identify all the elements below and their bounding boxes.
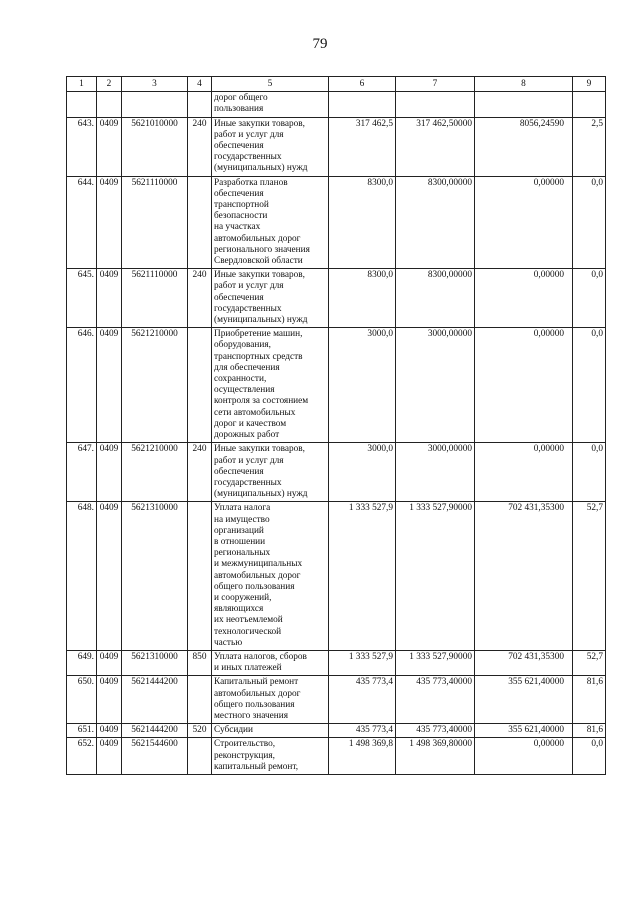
- section-code: 0409: [97, 502, 122, 651]
- column-header: 7: [396, 77, 475, 92]
- approved-amount: 3000,0: [329, 443, 396, 502]
- section-code: 0409: [97, 676, 122, 724]
- execution-percent: 0,0: [573, 176, 606, 269]
- expense-type-code: [188, 676, 212, 724]
- executed-amount: 355 621,40000: [475, 724, 573, 738]
- target-article-code: 5621110000: [122, 269, 188, 328]
- page-number: 79: [312, 36, 328, 52]
- budget-amount: 3000,00000: [396, 443, 475, 502]
- item-name: Субсидии: [212, 724, 329, 738]
- budget-amount: 435 773,40000: [396, 676, 475, 724]
- execution-percent: 2,5: [573, 117, 606, 176]
- budget-amount: 3000,00000: [396, 328, 475, 443]
- section-code: 0409: [97, 738, 122, 775]
- target-article-code: [122, 92, 188, 117]
- row-number: 647.: [67, 443, 97, 502]
- table-row: [67, 443, 606, 502]
- table-row: [67, 738, 606, 775]
- section-code: 0409: [97, 650, 122, 675]
- execution-percent: 0,0: [573, 328, 606, 443]
- table-row: [67, 724, 606, 738]
- budget-amount: 435 773,40000: [396, 724, 475, 738]
- table-row: [67, 650, 606, 675]
- execution-percent: 81,6: [573, 676, 606, 724]
- column-header: 6: [329, 77, 396, 92]
- item-name: Разработка планов обеспечения транспортной безопасности на участках автомобильных дорог регионального значения Свердловской области: [212, 176, 329, 269]
- column-header: 8: [475, 77, 573, 92]
- table-row: [67, 676, 606, 724]
- column-header: 3: [122, 77, 188, 92]
- executed-amount: 355 621,40000: [475, 676, 573, 724]
- approved-amount: 1 498 369,8: [329, 738, 396, 775]
- row-number: [67, 92, 97, 117]
- row-number: 650.: [67, 676, 97, 724]
- execution-percent: 0,0: [573, 738, 606, 775]
- target-article-code: 5621444200: [122, 676, 188, 724]
- table-row: [67, 269, 606, 328]
- expense-type-code: [188, 738, 212, 775]
- expense-type-code: 240: [188, 269, 212, 328]
- row-number: 652.: [67, 738, 97, 775]
- item-name: Приобретение машин, оборудования, транспортных средств для обеспечения сохранности, осуществления контроля за состоянием сети автомобильных дорог и качеством дорожных работ: [212, 328, 329, 443]
- section-code: 0409: [97, 443, 122, 502]
- expense-type-code: [188, 92, 212, 117]
- section-code: 0409: [97, 269, 122, 328]
- table-header-row: [67, 77, 606, 92]
- executed-amount: [475, 92, 573, 117]
- expense-type-code: [188, 328, 212, 443]
- expense-type-code: 240: [188, 117, 212, 176]
- row-number: 643.: [67, 117, 97, 176]
- item-name: Иные закупки товаров, работ и услуг для обеспечения государственных (муниципальных) нужд: [212, 269, 329, 328]
- executed-amount: 8056,24590: [475, 117, 573, 176]
- target-article-code: 5621110000: [122, 176, 188, 269]
- execution-percent: [573, 92, 606, 117]
- approved-amount: 435 773,4: [329, 676, 396, 724]
- execution-percent: 0,0: [573, 269, 606, 328]
- target-article-code: 5621310000: [122, 650, 188, 675]
- column-header: 4: [188, 77, 212, 92]
- approved-amount: 8300,0: [329, 176, 396, 269]
- approved-amount: 3000,0: [329, 328, 396, 443]
- expense-type-code: [188, 176, 212, 269]
- budget-amount: 1 333 527,90000: [396, 650, 475, 675]
- budget-amount: 8300,00000: [396, 176, 475, 269]
- budget-amount: 1 333 527,90000: [396, 502, 475, 651]
- target-article-code: 5621444200: [122, 724, 188, 738]
- target-article-code: 5621210000: [122, 328, 188, 443]
- table-row: [67, 176, 606, 269]
- expense-type-code: 520: [188, 724, 212, 738]
- approved-amount: 435 773,4: [329, 724, 396, 738]
- expense-type-code: 850: [188, 650, 212, 675]
- approved-amount: 1 333 527,9: [329, 502, 396, 651]
- column-header: 9: [573, 77, 606, 92]
- executed-amount: 0,00000: [475, 176, 573, 269]
- column-header: 2: [97, 77, 122, 92]
- row-number: 646.: [67, 328, 97, 443]
- section-code: [97, 92, 122, 117]
- table-row: [67, 502, 606, 651]
- target-article-code: 5621010000: [122, 117, 188, 176]
- row-number: 644.: [67, 176, 97, 269]
- target-article-code: 5621210000: [122, 443, 188, 502]
- approved-amount: 317 462,5: [329, 117, 396, 176]
- item-name: Иные закупки товаров, работ и услуг для обеспечения государственных (муниципальных) нужд: [212, 117, 329, 176]
- item-name: Капитальный ремонт автомобильных дорог общего пользования местного значения: [212, 676, 329, 724]
- executed-amount: 702 431,35300: [475, 650, 573, 675]
- section-code: 0409: [97, 724, 122, 738]
- budget-amount: 1 498 369,80000: [396, 738, 475, 775]
- row-number: 649.: [67, 650, 97, 675]
- item-name: Иные закупки товаров, работ и услуг для обеспечения государственных (муниципальных) нужд: [212, 443, 329, 502]
- approved-amount: [329, 92, 396, 117]
- executed-amount: 0,00000: [475, 269, 573, 328]
- target-article-code: 5621310000: [122, 502, 188, 651]
- item-name: Строительство, реконструкция, капитальный ремонт,: [212, 738, 329, 775]
- section-code: 0409: [97, 117, 122, 176]
- item-name: Уплата налога на имущество организаций в отношении региональных и межмуниципальных автомобильных дорог общего пользования и сооружений, являющихся их неотъемлемой технологической частью: [212, 502, 329, 651]
- execution-percent: 52,7: [573, 650, 606, 675]
- expense-type-code: 240: [188, 443, 212, 502]
- budget-amount: 317 462,50000: [396, 117, 475, 176]
- budget-amount: [396, 92, 475, 117]
- budget-amount: 8300,00000: [396, 269, 475, 328]
- column-header: 1: [67, 77, 97, 92]
- execution-percent: 81,6: [573, 724, 606, 738]
- section-code: 0409: [97, 328, 122, 443]
- row-number: 645.: [67, 269, 97, 328]
- expense-type-code: [188, 502, 212, 651]
- column-header: 5: [212, 77, 329, 92]
- approved-amount: 8300,0: [329, 269, 396, 328]
- section-code: 0409: [97, 176, 122, 269]
- table-row: [67, 117, 606, 176]
- table-row: [67, 328, 606, 443]
- item-name: Уплата налогов, сборов и иных платежей: [212, 650, 329, 675]
- budget-table: [66, 76, 606, 775]
- execution-percent: 52,7: [573, 502, 606, 651]
- execution-percent: 0,0: [573, 443, 606, 502]
- row-number: 648.: [67, 502, 97, 651]
- executed-amount: 0,00000: [475, 328, 573, 443]
- executed-amount: 0,00000: [475, 738, 573, 775]
- row-number: 651.: [67, 724, 97, 738]
- table-row: [67, 92, 606, 117]
- item-name: дорог общего пользования: [212, 92, 329, 117]
- executed-amount: 702 431,35300: [475, 502, 573, 651]
- target-article-code: 5621544600: [122, 738, 188, 775]
- executed-amount: 0,00000: [475, 443, 573, 502]
- approved-amount: 1 333 527,9: [329, 650, 396, 675]
